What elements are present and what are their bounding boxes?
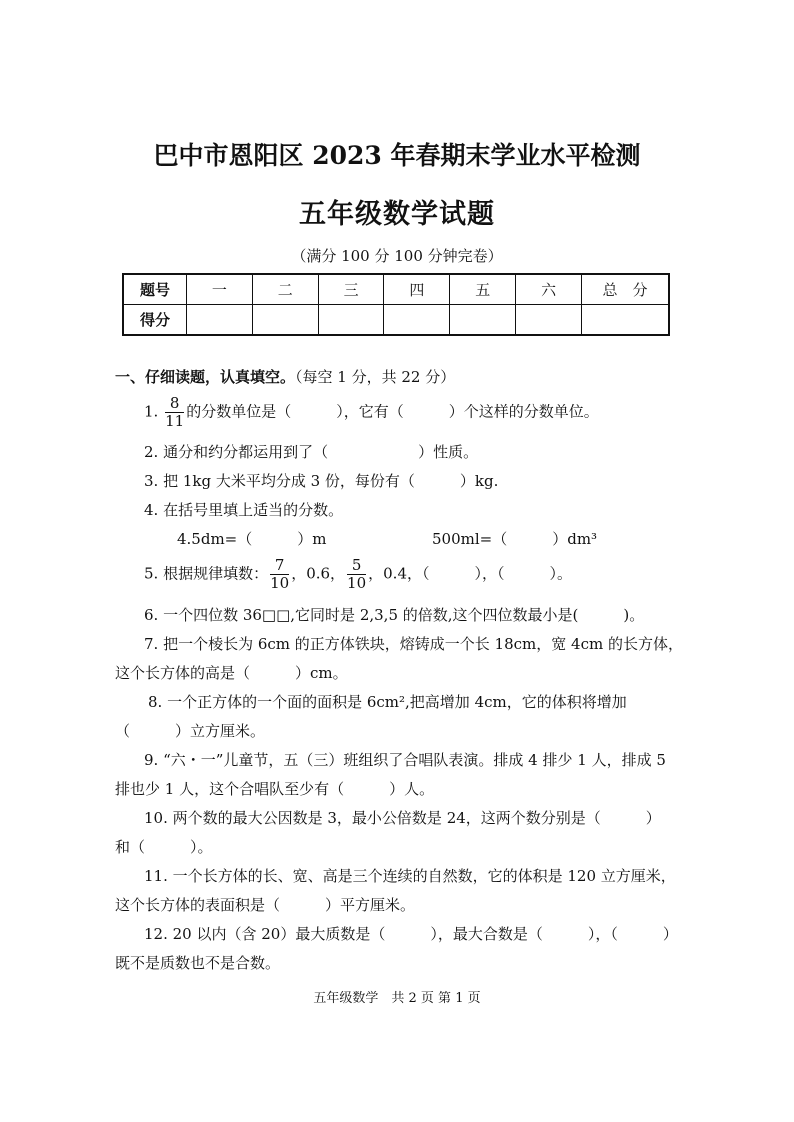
q5-frac1-denominator: 10 <box>270 574 290 592</box>
question-7-line1: 7. 把一个棱长为 6cm 的正方体铁块，熔铸成一个长 18cm，宽 4cm 的长方体， <box>144 635 683 653</box>
score-cell[interactable] <box>582 305 670 336</box>
q5-fraction-1 <box>270 557 289 592</box>
question-9-line2: 排也少 1 人，这个合唱队至少有（ ）人。 <box>115 780 435 798</box>
score-cell[interactable] <box>384 305 450 336</box>
score-table-col: 六 <box>516 274 582 305</box>
score-table-row-label: 得分 <box>123 305 187 336</box>
score-cell[interactable] <box>318 305 384 336</box>
q5-mid: ，0.6， <box>291 564 346 583</box>
question-3: 3. 把 1kg 大米平均分成 3 份，每份有（ ）kg. <box>144 472 499 490</box>
score-table-col: 三 <box>318 274 384 305</box>
q5-frac1-numerator: 7 <box>270 557 289 575</box>
question-8-line1: 8. 一个正方体的一个面的面积是 6cm²,把高增加 4cm，它的体积将增加 <box>148 693 627 711</box>
score-table-col: 五 <box>450 274 516 305</box>
question-11-line2: 这个长方体的表面积是（ ）平方厘米。 <box>115 896 416 914</box>
q5-fraction-2 <box>347 557 366 592</box>
score-table-score-row <box>123 305 669 336</box>
exam-note: （满分 100 分 100 分钟完卷） <box>291 247 503 265</box>
page-footer: 五年级数学 共 2 页 第 1 页 <box>313 991 481 1006</box>
q5-prefix: 5. 根据规律填数： <box>144 564 269 583</box>
question-12-line2: 既不是质数也不是合数。 <box>115 954 281 972</box>
score-cell[interactable] <box>252 305 318 336</box>
q1-fraction <box>165 395 184 430</box>
score-table-col: 四 <box>384 274 450 305</box>
score-table <box>122 273 670 336</box>
score-cell[interactable] <box>516 305 582 336</box>
section1-heading <box>115 366 455 387</box>
question-7-line2: 这个长方体的高是（ ）cm。 <box>115 664 348 682</box>
q1-frac-numerator: 8 <box>165 395 184 413</box>
question-8-line2: （ ）立方厘米。 <box>115 722 266 740</box>
exam-title: 巴中市恩阳区 2023 年春期末学业水平检测 <box>153 141 641 170</box>
question-1 <box>144 395 599 430</box>
question-2: 2. 通分和约分都运用到了（ ）性质。 <box>144 443 479 461</box>
score-cell[interactable] <box>187 305 253 336</box>
exam-subtitle: 五年级数学试题 <box>299 199 495 230</box>
score-table-col: 一 <box>187 274 253 305</box>
score-table-row-label: 题号 <box>123 274 187 305</box>
score-table-header-row <box>123 274 669 305</box>
q5-frac2-denominator: 10 <box>347 574 367 592</box>
q1-frac-denominator: 11 <box>165 412 185 430</box>
question-6: 6. 一个四位数 36□□,它同时是 2,3,5 的倍数,这个四位数最小是( )。 <box>144 606 645 624</box>
score-table-col: 二 <box>252 274 318 305</box>
section1-heading-note: （每空 1 分，共 22 分） <box>295 368 456 386</box>
question-10-line1: 10. 两个数的最大公因数是 3，最小公倍数是 24，这两个数分别是（ ） <box>144 809 661 827</box>
question-5 <box>144 557 572 592</box>
question-4: 4. 在括号里填上适当的分数。 <box>144 501 344 519</box>
question-10-line2: 和（ ）。 <box>115 838 213 856</box>
q1-text: 的分数单位是（ ），它有（ ）个这样的分数单位。 <box>186 402 599 421</box>
q1-number: 1. <box>144 402 159 421</box>
question-12-line1: 12. 20 以内（含 20）最大质数是（ ），最大合数是（ ），（ ） <box>144 925 678 943</box>
q5-rest: ，0.4，（ ），（ ）。 <box>368 564 572 583</box>
score-table-col: 总 分 <box>582 274 670 305</box>
score-cell[interactable] <box>450 305 516 336</box>
section1-heading-bold: 一、仔细读题，认真填空。 <box>115 368 296 386</box>
question-11-line1: 11. 一个长方体的长、宽、高是三个连续的自然数，它的体积是 120 立方厘米， <box>144 867 676 885</box>
question-4b: 500ml=（ ）dm³ <box>432 530 598 548</box>
question-9-line1: 9. “六・一”儿童节，五（三）班组织了合唱队表演。排成 4 排少 1 人，排成 5 <box>144 751 666 769</box>
question-4a: 4.5dm=（ ）m <box>177 530 327 548</box>
q5-frac2-numerator: 5 <box>347 557 366 575</box>
